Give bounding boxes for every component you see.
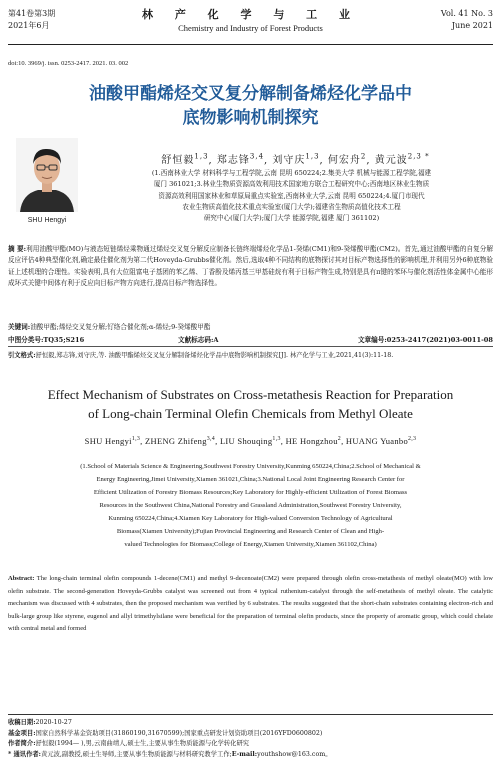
keywords-cn-label: 关键词: <box>8 323 31 331</box>
fund-label: 基金项目: <box>8 729 36 737</box>
author-sup: 2,3 <box>408 436 417 443</box>
abstract-en <box>8 573 493 636</box>
title-en-line1: Effect Mechanism of Substrates on Cross-metathesis Reaction for Preparation <box>47 387 454 402</box>
citation-format <box>8 350 493 361</box>
doi: doi:10. 3969/j. issn. 0253-2417. 2021. 03. 002 <box>8 60 129 67</box>
article-number: 文章编号:0253-2417(2021)03-0011-08 <box>357 336 493 344</box>
affiliation-cn <box>90 168 493 224</box>
received-label: 收稿日期: <box>8 719 36 726</box>
author-sup: 2 <box>337 436 342 443</box>
corresponding-author <box>8 750 493 761</box>
date-en: June 2021 <box>451 21 493 30</box>
abstract-cn-label: 摘 要: <box>8 245 27 253</box>
affiliation-cn-line: (1.西南林业大学 材料科学与工程学院,云南 昆明 650224;2.集美大学 机械与能源工程学院,福建 <box>151 169 432 177</box>
received-value: 2020-10-27 <box>35 719 72 726</box>
author-en: ZHENG Zhifeng <box>145 436 207 446</box>
authors-en: SHU Hengyi$^{1,3}$, ZHENG Zhifeng$^{3,4}$, LIU Shouqing$^{1,3}$, HE Hongzhou$^2$, HUANG Yuanbo$^{2,3}$ <box>84 436 417 446</box>
keywords-cn <box>8 321 493 331</box>
clc-number: 中图分类号:TQ35;S216 <box>8 336 85 344</box>
footnotes <box>8 714 493 760</box>
fund-info <box>8 729 493 740</box>
corr-value: 黄元波,副教授,硕士生导师,主要从事生物质能源与材料研究教学工作; <box>41 750 232 758</box>
corr-label: * 通讯作者: <box>8 750 41 758</box>
author-en: LIU Shouqing <box>219 436 273 446</box>
received-date <box>8 718 493 729</box>
affiliation-cn-line: 研究中心(厦门大学);厦门大学 能源学院,福建 厦门 361102) <box>203 214 380 223</box>
author-sup: 2 <box>360 152 367 161</box>
email-label: E-mail: <box>231 750 258 758</box>
abstract-cn-text: 利用油酸甲酯(MO)与液态短链烯烃乘物通过烯烃交叉复分解反应制备长链终端烯烃化学品1-癸烯(CM1)和9-癸烯酸甲酯(CM2)。首先,通过油酸甲酯的自复分解反应评估4种典型催化剂,确定最佳催化剂为第二代Hoveyda-Grubbs催化剂。然后,选取4种不同结构的底物探讨其对目标产物选择性的影响机理,并利用另外6种底物验证上述机理的合理性。实验表明,具有大位阻富电子基团的苯乙烯、丁香酚及烯丙基三甲基硅烷有利于目标产物生成,特别是具有π键的苯环与催化剂活性体金属中心能形成环式关键中间体有利于反应向目标产物方向进行,提高目标产物选择性。 <box>8 245 493 287</box>
affiliation-cn-line: 厦门 361021;3.林业生物质资源高效利用技术国家地方联合工程研究中心;西南地区林业生物质 <box>153 180 430 189</box>
author-cn: 刘守庆 <box>272 155 306 166</box>
author-sup: 1,3 <box>131 436 141 443</box>
affiliation-en-line: Kunming 650224,China;4.Xiamen Key Laboratory for High-valued Conversion Technology of Agricultural <box>108 515 393 522</box>
affiliation-en-line: Efficient Utilization of Forestry Biomass Resources;Key Laboratory for Highly-efficient Utilization of Forest Biomass <box>93 489 408 496</box>
author-sup: 2,3 * <box>407 152 430 161</box>
journal-name-cn: 林 产 化 学 与 工 业 <box>142 8 359 21</box>
abstract-cn <box>8 244 493 289</box>
header-left <box>8 8 55 32</box>
affiliation-cn-line: 资源高效利用国家林业和草原局重点实验室,西南林业大学,云南 昆明 650224;4.厦门市现代 <box>158 191 425 200</box>
email-link[interactable]: youthshow@163.com。 <box>257 750 332 758</box>
citation-label: 引文格式: <box>8 352 36 359</box>
abstract-en-text: The long-chain terminal olefin compounds 1-decene(CM1) and methyl 9-decenoate(CM2) were prepared through olefin cross-metathesis of methyl oleate(MO) with low olefin substrate. The second-generation Hoveyda-Grubbs catalyst was screened out from 4 typical ruthenium-catalyst through the self-metathesis of methyl oleate. The catalytic mechanism was discussed with 4 substrates, then the proposed mechanism was verified by 6 substrates. The results suggested that the short-chain substrates containing electron-rich and bulk-large group like styrene, eugenol and allyl trimethylsilane were beneficial for the preparation of terminal olefin products, since the property of aromatic group, which could chelate with central metal and formed <box>8 575 493 633</box>
affiliation-cn-line: 农业生物质高值化技术重点实验室(厦门大学);福建省生物质高值化技术工程 <box>182 202 401 211</box>
date-cn: 2021年6月 <box>8 21 50 30</box>
journal-name-en: Chemistry and Industry of Forest Products <box>178 23 323 33</box>
author-bio-value: 舒恒毅(1994— ),男,云南曲靖人,硕士生,主要从事生物质能源与化学转化研究 <box>35 740 250 747</box>
author-sup: 1,3 <box>272 436 281 443</box>
affiliation-en-line: valued Technologies for Biomass;College of Energy,Xiamen University,Xiamen 361102,China) <box>124 541 377 548</box>
title-en <box>10 385 491 423</box>
keywords-cn-text: 油酸甲酯;烯烃交叉复分解;钌络合催化剂;α-烯烃;9-癸烯酸甲酯 <box>30 323 211 331</box>
document-code: 文献标志码:A <box>178 336 219 344</box>
author-cn: 何宏舟 <box>327 155 361 166</box>
affiliation-en-line: Biomass(Xiamen University);Fujian Provincial Engineering and Research Center of Clean and High- <box>116 528 385 535</box>
author-cn: 郑志锋 <box>216 155 250 166</box>
title-cn-line2: 底物影响机制探究 <box>182 108 319 128</box>
authors-cn: 舒恒毅$^{1,3}$, 郑志锋$^{3,4}$, 刘守庆$^{1,3}$, 何宏舟$^2$, 黄元波$^{2,3 *}$ <box>161 152 430 166</box>
citation-text: 舒恒毅,郑志锋,刘守庆,等. 油酸甲酯烯烃交叉复分解制备烯烃化学品中底物影响机制探究[J]. 林产化学与工业,2021,41(3):11-18. <box>35 352 394 359</box>
affiliation-en-line: Energy Engineering,Jimei University,Xiamen 361021,China;3.National Local Joint Engineering Research Center for <box>96 476 405 483</box>
author-bio-label: 作者简介: <box>8 740 36 747</box>
author-portrait-image <box>16 138 78 212</box>
fund-value: 国家自然科学基金资助项目(31860190,31670599);国家重点研发计划资助项目(2016YFD0600802) <box>35 729 323 737</box>
abstract-en-label: Abstract: <box>8 575 35 582</box>
title-en-line2: of Long-chain Terminal Olefin Chemicals from Methyl Oleate <box>88 406 413 421</box>
author-cn: 黄元波 <box>374 155 408 166</box>
author-photo <box>16 138 78 212</box>
author-sup: 1,3 <box>305 152 320 161</box>
author-cn: 舒恒毅 <box>161 155 195 166</box>
title-cn-line1: 油酸甲酯烯烃交叉复分解制备烯烃化学品中 <box>89 84 412 104</box>
author-en: SHU Hengyi <box>84 436 132 446</box>
author-sup: 3,4 <box>206 436 216 443</box>
volume-cn: 第41卷第3期 <box>8 9 56 18</box>
header-right <box>441 8 493 32</box>
affiliation-en <box>10 460 491 551</box>
author-sup: 1,3 <box>194 152 209 161</box>
title-cn <box>20 82 481 130</box>
affiliation-en-line: Resources in the Southwest China,National Forestry and Grassland Administration,Southwest Forestry University, <box>99 502 402 509</box>
author-en: HE Hongzhou <box>285 436 338 446</box>
author-sup: 3,4 <box>249 152 265 161</box>
journal-header <box>8 8 493 45</box>
affiliation-en-line: (1.School of Materials Science & Engineering,Southwest Forestry University,Kunming 650224,China;2.School of Mechanical & <box>80 463 421 470</box>
author-bio <box>8 739 493 750</box>
author-en: HUANG Yuanbo <box>345 436 408 446</box>
volume-en: Vol. 41 No. 3 <box>440 9 493 18</box>
classification-row <box>8 334 493 347</box>
photo-caption: SHU Hengyi <box>27 217 67 224</box>
header-center <box>128 8 373 34</box>
